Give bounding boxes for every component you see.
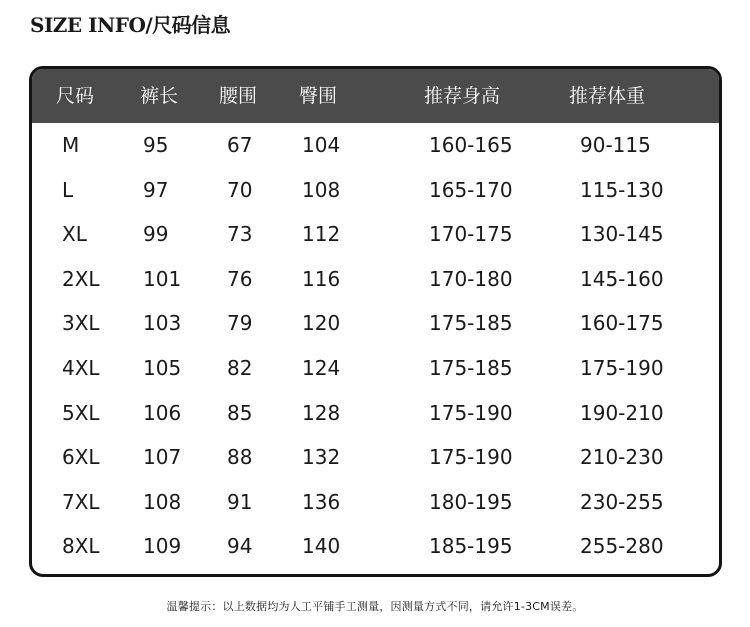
size-cell: 4XL (62, 356, 100, 380)
size-cell: 2XL (62, 266, 100, 291)
table-row (32, 480, 719, 524)
waist-cell: 67 (227, 133, 253, 157)
waist-cell: 91 (227, 489, 253, 514)
hip-cell: 108 (302, 177, 341, 202)
height-cell: 170-180 (429, 266, 513, 291)
waist-cell: 73 (227, 222, 253, 247)
height-cell: 160-165 (429, 133, 513, 157)
table-row (32, 524, 719, 568)
footnote: 温馨提示：以上数据均为人工平铺手工测量，因测量方式不同，请允许1-3CM误差。 (166, 600, 584, 613)
size-cell: 5XL (62, 400, 100, 425)
hip-cell: 120 (302, 311, 341, 336)
hip-cell: 116 (302, 266, 341, 291)
height-cell: 170-175 (429, 222, 513, 247)
weight-cell: 90-115 (580, 133, 651, 157)
height-cell: 165-170 (429, 177, 513, 202)
weight-cell: 255-280 (580, 534, 664, 559)
waist-cell: 94 (227, 534, 253, 559)
pants-length-cell: 103 (143, 311, 182, 336)
height-cell: 180-195 (429, 489, 513, 514)
table-row (32, 435, 719, 479)
header-hip: 臀围 (299, 85, 338, 107)
pants-length-cell: 106 (143, 400, 182, 425)
hip-cell: 124 (302, 356, 341, 380)
header-waist: 腰围 (219, 85, 258, 107)
table-row (32, 123, 719, 167)
height-cell: 175-190 (429, 400, 513, 425)
table-row (32, 391, 719, 435)
weight-cell: 115-130 (580, 177, 664, 202)
hip-cell: 140 (302, 534, 341, 559)
size-cell: 6XL (62, 445, 100, 470)
height-cell: 185-195 (429, 534, 513, 559)
size-cell: L (62, 177, 74, 202)
hip-cell: 104 (302, 133, 341, 157)
table-header-row (32, 69, 719, 123)
weight-cell: 160-175 (580, 311, 664, 336)
header-recommended-weight: 推荐体重 (569, 85, 646, 107)
weight-cell: 210-230 (580, 445, 664, 470)
size-table (29, 66, 722, 577)
pants-length-cell: 95 (143, 133, 169, 157)
size-cell: 7XL (62, 489, 100, 514)
pants-length-cell: 97 (143, 177, 169, 202)
page-title: SIZE INFO/尺码信息 (30, 13, 231, 37)
table-row (32, 168, 719, 212)
waist-cell: 82 (227, 356, 253, 380)
pants-length-cell: 107 (143, 445, 182, 470)
pants-length-cell: 109 (143, 534, 182, 559)
weight-cell: 230-255 (580, 489, 664, 514)
hip-cell: 112 (302, 222, 341, 247)
weight-cell: 190-210 (580, 400, 664, 425)
waist-cell: 85 (227, 400, 253, 425)
waist-cell: 70 (227, 177, 253, 202)
waist-cell: 88 (227, 445, 253, 470)
waist-cell: 79 (227, 311, 253, 336)
table-row (32, 212, 719, 256)
hip-cell: 128 (302, 400, 341, 425)
pants-length-cell: 101 (143, 266, 182, 291)
waist-cell: 76 (227, 266, 253, 291)
header-size: 尺码 (56, 85, 95, 107)
size-cell: M (62, 133, 80, 157)
header-recommended-height: 推荐身高 (424, 85, 501, 107)
height-cell: 175-185 (429, 311, 513, 336)
header-pants-length: 裤长 (140, 85, 179, 107)
table-row (32, 301, 719, 345)
table-row (32, 346, 719, 390)
weight-cell: 130-145 (580, 222, 664, 247)
weight-cell: 175-190 (580, 356, 664, 380)
weight-cell: 145-160 (580, 266, 664, 291)
size-cell: XL (62, 222, 87, 247)
pants-length-cell: 105 (143, 356, 182, 380)
size-cell: 8XL (62, 534, 100, 559)
hip-cell: 132 (302, 445, 341, 470)
hip-cell: 136 (302, 489, 341, 514)
pants-length-cell: 108 (143, 489, 182, 514)
height-cell: 175-185 (429, 356, 513, 380)
height-cell: 175-190 (429, 445, 513, 470)
size-cell: 3XL (62, 311, 100, 336)
table-row (32, 257, 719, 301)
pants-length-cell: 99 (143, 222, 169, 247)
